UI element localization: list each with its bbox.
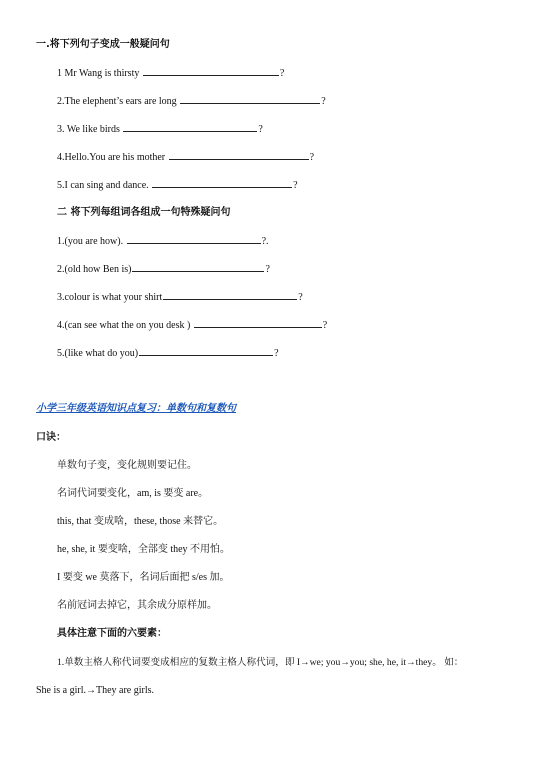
question-text: 4.(can see what the on you desk ) <box>57 320 191 331</box>
question-text: 4.Hello.You are his mother <box>57 152 166 163</box>
rhyme-line-5: I 要变 we 莫落下，名词后面把 s/es 加。 <box>57 572 230 583</box>
rhyme-line-6: 名前冠词去掉它，其余成分原样加。 <box>57 600 217 611</box>
question-mark: ? <box>298 292 303 303</box>
section2-item-4 <box>57 318 327 332</box>
example-sentence: She is a girl.→They are girls. <box>36 685 155 696</box>
answer-blank[interactable] <box>143 66 279 76</box>
section1-item-5 <box>57 178 298 192</box>
answer-blank[interactable] <box>194 318 322 328</box>
rule-point-1: 1.单数主格人称代词要变成相应的复数主格人称代词，即 I→we; you→you; she, he, it→they。 如： <box>57 657 464 668</box>
answer-blank[interactable] <box>139 346 273 356</box>
answer-blank[interactable] <box>127 234 261 244</box>
question-text: 2.(old how Ben is) <box>57 264 132 275</box>
question-mark: ?. <box>261 236 269 247</box>
section2-item-2 <box>57 262 270 276</box>
article-title-link[interactable]: 小学三年级英语知识点复习：单数句和复数句 <box>36 403 236 414</box>
question-text: 3. We like birds <box>57 124 120 135</box>
question-mark: ? <box>293 180 298 191</box>
answer-blank[interactable] <box>169 150 309 160</box>
question-mark: ? <box>258 124 263 135</box>
question-text: 5.I can sing and dance. <box>57 180 149 191</box>
rhyme-line-4: he, she, it 要变啥，全部变 they 不用怕。 <box>57 544 231 555</box>
question-mark: ? <box>309 152 315 163</box>
question-text: 3.colour is what your shirt <box>57 292 163 303</box>
rhyme-line-3: this, that 变成啥，these, those 来替它。 <box>57 516 224 527</box>
question-text: 2.The elephent’s ears are long <box>57 96 177 107</box>
question-mark: ? <box>265 264 270 275</box>
section1-item-1 <box>57 66 284 80</box>
section1-item-3 <box>57 122 263 136</box>
section2-item-1 <box>57 234 269 248</box>
section2-item-3 <box>57 290 303 304</box>
answer-blank[interactable] <box>180 94 320 104</box>
section2-title: 二 将下列每组词各组成一句特殊疑问句 <box>57 207 231 218</box>
section1-item-2 <box>57 94 326 108</box>
rhyme-line-1: 单数句子变，变化规则要记住。 <box>57 460 197 471</box>
question-mark: ? <box>274 348 279 359</box>
question-mark: ? <box>279 68 285 79</box>
answer-blank[interactable] <box>152 178 292 188</box>
question-mark: ? <box>321 96 326 107</box>
answer-blank[interactable] <box>132 262 264 272</box>
section1-item-4 <box>57 150 314 164</box>
question-mark: ? <box>322 320 328 331</box>
mnemonic-label: 口诀： <box>36 432 66 443</box>
question-text: 5.(like what do you) <box>57 348 139 359</box>
answer-blank[interactable] <box>123 122 257 132</box>
six-points-label: 具体注意下面的六要素： <box>57 628 167 639</box>
rhyme-line-2: 名词代词要变化，am, is 要变 are。 <box>57 488 209 499</box>
section1-title: 一.将下列句子变成一般疑问句 <box>36 39 170 50</box>
section2-item-5 <box>57 346 279 360</box>
question-text: 1.(you are how). <box>57 236 124 247</box>
question-text: 1 Mr Wang is thirsty <box>57 68 140 79</box>
answer-blank[interactable] <box>163 290 297 300</box>
